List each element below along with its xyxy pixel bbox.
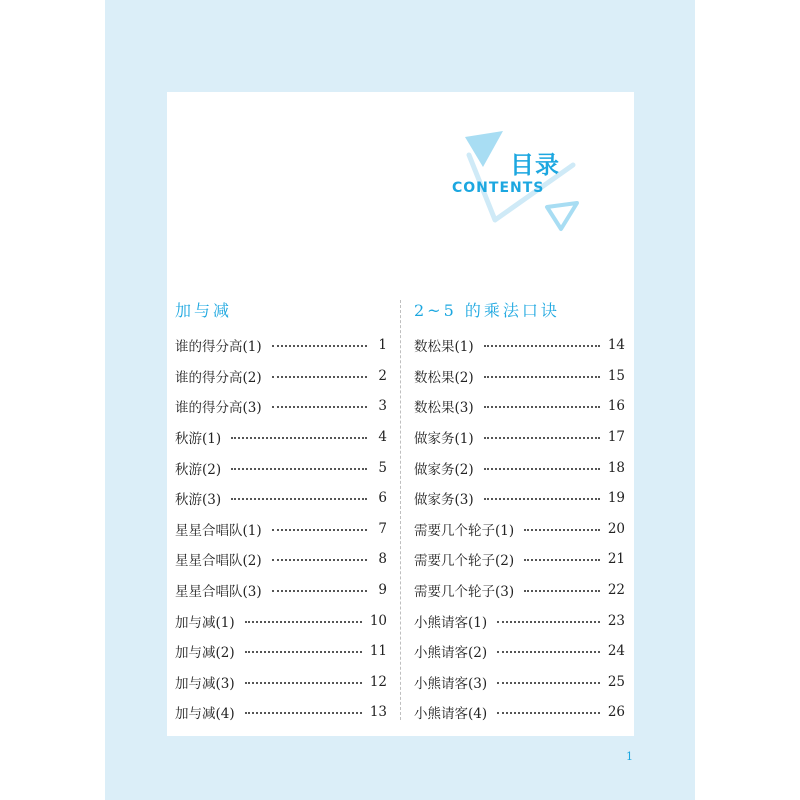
dot-leader bbox=[245, 651, 362, 653]
toc-entry-label: 加与减(2) bbox=[175, 645, 235, 662]
toc-entry-label: 谁的得分高(2) bbox=[175, 369, 262, 386]
toc-entry[interactable] bbox=[414, 605, 625, 636]
toc-entry[interactable] bbox=[175, 391, 387, 422]
toc-entry-label: 小熊请客(1) bbox=[414, 614, 488, 631]
dot-leader bbox=[484, 376, 600, 378]
toc-entry[interactable] bbox=[414, 544, 625, 575]
toc-entry-page: 23 bbox=[607, 612, 625, 629]
toc-entry[interactable] bbox=[414, 330, 625, 361]
toc-entry-page: 1 bbox=[378, 337, 387, 354]
toc-entry-label: 需要几个轮子(1) bbox=[414, 522, 515, 539]
toc-entry-page: 25 bbox=[607, 673, 625, 690]
toc-entry-page: 15 bbox=[607, 367, 625, 384]
page-subtitle: CONTENTS bbox=[452, 180, 545, 196]
toc-entry-label: 需要几个轮子(2) bbox=[414, 553, 515, 570]
toc-entry-page: 16 bbox=[607, 398, 625, 415]
toc-entry[interactable] bbox=[414, 391, 625, 422]
toc-entry-page: 12 bbox=[369, 673, 387, 690]
toc-entry-label: 加与减(3) bbox=[175, 675, 235, 692]
dot-leader bbox=[231, 498, 367, 500]
dot-leader bbox=[231, 437, 367, 439]
toc-entry-label: 谁的得分高(1) bbox=[175, 339, 262, 356]
toc-entry[interactable] bbox=[175, 330, 387, 361]
toc-entry-page: 11 bbox=[369, 643, 387, 660]
dot-leader bbox=[524, 590, 600, 592]
dot-leader bbox=[272, 590, 367, 592]
section-heading-left: 加与减 bbox=[175, 301, 233, 320]
toc-entry-label: 加与减(4) bbox=[175, 706, 235, 723]
toc-entry[interactable] bbox=[414, 697, 625, 728]
dot-leader bbox=[524, 529, 600, 531]
toc-entry-label: 需要几个轮子(3) bbox=[414, 584, 515, 601]
dot-leader bbox=[272, 345, 367, 347]
page-title: 目录 bbox=[510, 151, 560, 179]
toc-entry-page: 8 bbox=[378, 551, 387, 568]
toc-entry-label: 数松果(1) bbox=[414, 339, 474, 356]
toc-entry[interactable] bbox=[414, 636, 625, 667]
toc-entry-page: 6 bbox=[378, 490, 387, 507]
dot-leader bbox=[272, 376, 367, 378]
toc-entry[interactable] bbox=[175, 452, 387, 483]
toc-entry-page: 2 bbox=[378, 367, 387, 384]
toc-entry-label: 小熊请客(4) bbox=[414, 706, 488, 723]
section-heading-right: 2~5 的乘法口诀 bbox=[414, 301, 560, 320]
toc-entry[interactable] bbox=[175, 483, 387, 514]
toc-entry-page: 13 bbox=[369, 704, 387, 721]
dot-leader bbox=[272, 529, 367, 531]
toc-entry-page: 18 bbox=[607, 459, 625, 476]
toc-entry-page: 20 bbox=[607, 520, 625, 537]
dot-leader bbox=[484, 345, 600, 347]
toc-entry-label: 星星合唱队(2) bbox=[175, 553, 262, 570]
toc-entry[interactable] bbox=[414, 667, 625, 698]
toc-entry-label: 数松果(3) bbox=[414, 400, 474, 417]
dot-leader bbox=[484, 406, 600, 408]
toc-entry-label: 小熊请客(3) bbox=[414, 675, 488, 692]
toc-entry[interactable] bbox=[414, 452, 625, 483]
toc-list-left bbox=[175, 330, 387, 728]
toc-entry-page: 5 bbox=[378, 459, 387, 476]
toc-entry-label: 谁的得分高(3) bbox=[175, 400, 262, 417]
toc-entry-label: 星星合唱队(3) bbox=[175, 584, 262, 601]
toc-entry[interactable] bbox=[175, 636, 387, 667]
dot-leader bbox=[484, 437, 600, 439]
dot-leader bbox=[231, 468, 367, 470]
toc-entry-page: 17 bbox=[607, 429, 625, 446]
toc-entry-page: 10 bbox=[369, 612, 387, 629]
toc-entry-label: 秋游(2) bbox=[175, 461, 222, 478]
toc-entry-page: 4 bbox=[378, 429, 387, 446]
dot-leader bbox=[497, 682, 600, 684]
dot-leader bbox=[484, 468, 600, 470]
toc-entry[interactable] bbox=[414, 483, 625, 514]
dot-leader bbox=[245, 712, 362, 714]
toc-entry[interactable] bbox=[414, 575, 625, 606]
toc-entry-label: 加与减(1) bbox=[175, 614, 235, 631]
toc-entry-page: 24 bbox=[607, 643, 625, 660]
toc-entry[interactable] bbox=[175, 514, 387, 545]
toc-entry[interactable] bbox=[175, 361, 387, 392]
toc-entry-label: 做家务(1) bbox=[414, 431, 474, 448]
toc-entry[interactable] bbox=[414, 514, 625, 545]
dot-leader bbox=[497, 651, 600, 653]
toc-entry-page: 19 bbox=[607, 490, 625, 507]
toc-entry[interactable] bbox=[414, 422, 625, 453]
toc-entry[interactable] bbox=[414, 361, 625, 392]
dot-leader bbox=[524, 559, 600, 561]
toc-entry-page: 9 bbox=[378, 582, 387, 599]
dot-leader bbox=[272, 559, 367, 561]
dot-leader bbox=[245, 682, 362, 684]
toc-entry-label: 数松果(2) bbox=[414, 369, 474, 386]
toc-entry-page: 22 bbox=[607, 582, 625, 599]
toc-entry[interactable] bbox=[175, 667, 387, 698]
toc-entry-page: 14 bbox=[607, 337, 625, 354]
toc-entry-label: 秋游(3) bbox=[175, 492, 222, 509]
dot-leader bbox=[497, 712, 600, 714]
toc-entry-label: 星星合唱队(1) bbox=[175, 522, 262, 539]
toc-entry[interactable] bbox=[175, 575, 387, 606]
toc-entry[interactable] bbox=[175, 422, 387, 453]
page-number: 1 bbox=[626, 750, 633, 763]
toc-entry-label: 秋游(1) bbox=[175, 431, 222, 448]
toc-entry[interactable] bbox=[175, 697, 387, 728]
toc-list-right bbox=[414, 330, 625, 728]
toc-entry-label: 小熊请客(2) bbox=[414, 645, 488, 662]
column-divider bbox=[400, 300, 401, 720]
dot-leader bbox=[245, 621, 362, 623]
toc-entry[interactable] bbox=[175, 605, 387, 636]
toc-entry-label: 做家务(2) bbox=[414, 461, 474, 478]
toc-entry-page: 26 bbox=[607, 704, 625, 721]
dot-leader bbox=[272, 406, 367, 408]
dot-leader bbox=[484, 498, 600, 500]
toc-entry-page: 3 bbox=[378, 398, 387, 415]
toc-entry[interactable] bbox=[175, 544, 387, 575]
toc-entry-page: 7 bbox=[378, 520, 387, 537]
toc-entry-page: 21 bbox=[607, 551, 625, 568]
toc-entry-label: 做家务(3) bbox=[414, 492, 474, 509]
dot-leader bbox=[497, 621, 600, 623]
